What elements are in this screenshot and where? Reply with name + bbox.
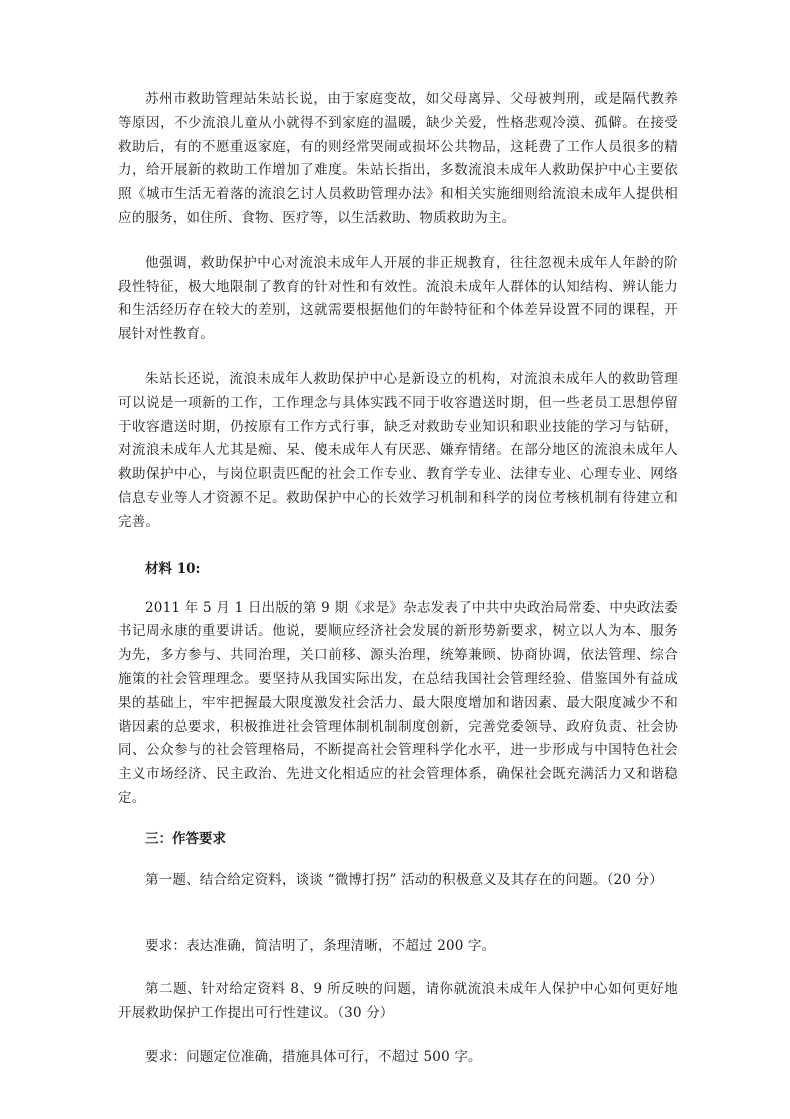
paragraph: 苏州市救助管理站朱站长说，由于家庭变故，如父母离异、父母被判刑，或是隔代教养等原因，不少流浪儿童从小就得不到家庭的温暖，缺少关爱，性格悲观冷漠、孤僻。在接受救助后，有的不愿重返家庭，有的则经常哭闹或损坏公共物品，这耗费了工作人员很多的精力，给开展新的救助工作增加了难度。朱站长指出，多数流浪未成年人救助保护中心主要依照《城市生活无着落的流浪乞讨人员救助管理办法》和相关实施细则给流浪未成年人提供相应的服务，如住所、食物、医疗等，以生活救助、物质救助为主。 [118, 91, 678, 226]
requirement-2: 要求：问题定位准确，措施具体可行，不超过 500 字。 [145, 1048, 482, 1065]
question-1: 第一题、结合给定资料，谈谈 “微博打拐” 活动的积极意义及其存在的问题。（20 分） [145, 871, 664, 888]
paragraph: 朱站长还说，流浪未成年人救助保护中心是新设立的机构，对流浪未成年人的救助管理可以说是一项新的工作，工作理念与具体实践不同于收容遣送时期，但一些老员工思想停留于收容遣送时期，仍按原有工作方式行事，缺乏对救助专业知识和职业技能的学习与钻研，对流浪未成年人尤其是痴、呆、傻未成年人有厌恶、嫌弃情绪。在部分地区的流浪未成年人救助保护中心，与岗位职责匹配的社会工作专业、教育学专业、法律专业、心理专业、网络信息专业等人才资源不足。救助保护中心的长效学习机制和科学的岗位考核机制有待建立和完善。 [118, 370, 678, 530]
requirement-1: 要求：表达准确，简洁明了，条理清晰，不超过 200 字。 [145, 937, 496, 954]
material-heading: 材料 10: [145, 560, 201, 577]
section-heading: 三：作答要求 [145, 830, 226, 847]
paragraph: 2011 年 5 月 1 日出版的第 9 期《求是》杂志发表了中共中央政治局常委、中央政法委书记周永康的重要讲话。他说，要顺应经济社会发展的新形势新要求，树立以人为本、服务为先，多方参与、共同治理，关口前移、源头治理，统筹兼顾、协商协调，依法管理、综合施策的社会管理理念。要坚持从我国实际出发，在总结我国社会管理经验、借鉴国外有益成果的基础上，牢牢把握最大限度激发社会活力、最大限度增加和谐因素、最大限度减少不和谐因素的总要求，积极推进社会管理体制机制制度创新，完善党委领导、政府负责、社会协同、公众参与的社会管理格局，不断提高社会管理科学化水平，进一步形成与中国特色社会主义市场经济、民主政治、先进文化相适应的社会管理体系，确保社会既充满活力又和谐稳定。 [118, 599, 678, 806]
question-2: 第二题、针对给定资料 8、9 所反映的问题，请你就流浪未成年人保护中心如何更好地开展救助保护工作提出可行性建议。（30 分） [118, 981, 678, 1022]
paragraph: 他强调，救助保护中心对流浪未成年人开展的非正规教育，往往忽视未成年人年龄的阶段性特征，极大地限制了教育的针对性和有效性。流浪未成年人群体的认知结构、辨认能力和生活经历存在较大的差别，这就需要根据他们的年龄特征和个体差异设置不同的课程，开展针对性教育。 [118, 254, 678, 343]
document-page [118, 88, 678, 1070]
